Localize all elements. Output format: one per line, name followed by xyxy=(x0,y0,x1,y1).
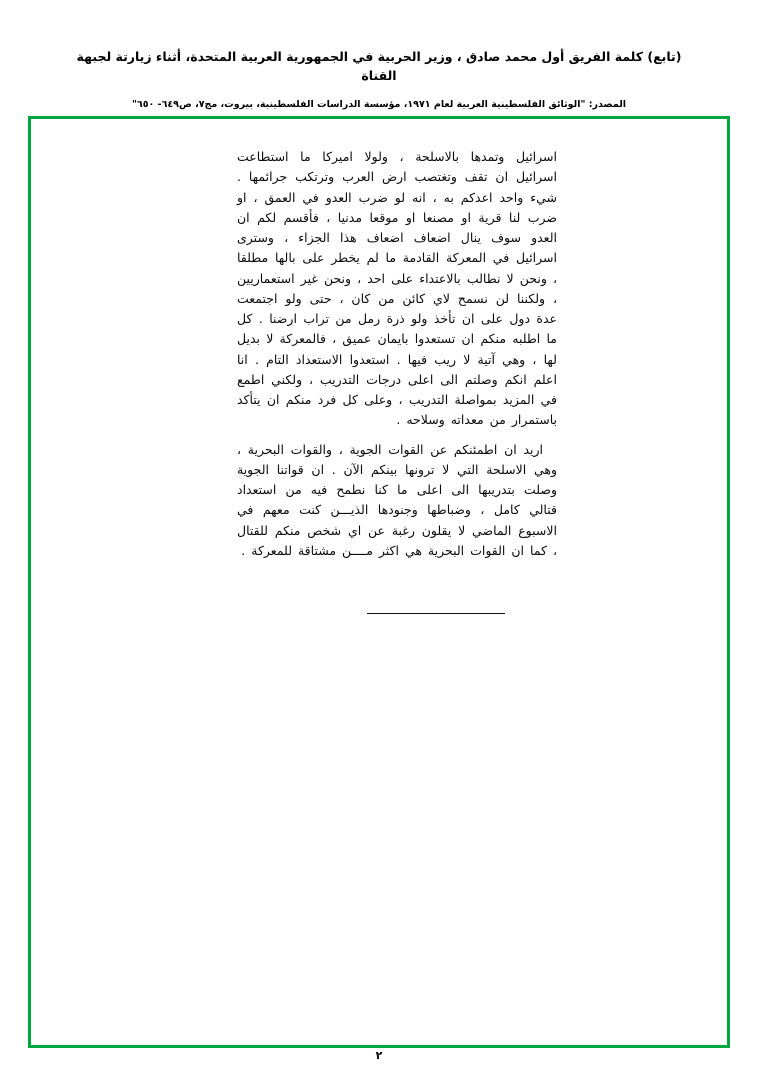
document-body xyxy=(237,147,557,561)
section-divider xyxy=(367,613,505,614)
paragraph-1: اسرائيل وتمدها بالاسلحة ، ولولا اميركا ما استطاعت اسرائيل ان تقف وتغتصب ارض العرب وترتكب جرائمها . شيء واحد اعدكم به ، انه لو ضرب العدو في العمق ، او ضرب لنا قرية او مصنعا او موقعا مدنيا ، فأقسم لكم ان العدو سوف ينال اضعاف اضعاف هذا الجزاء ، وسترى اسرائيل في المعركة القادمة ما لم يخطر على بالها مطلقا ، ونحن لا نطالب بالاعتداء على احد ، ونحن غير استعماريين ، ولكننا لن نسمح لاي كائن من كان ، حتى ولو اجتمعت عدة دول على ان تأخذ ولو ذرة رمل من تراب ارضنا . كل ما اطلبه منكم ان تستعدوا بايمان عميق ، فالمعركة لا بديل لها ، وهي آتية لا ريب فيها . استعدوا الاستعداد التام . انا اعلم انكم وصلتم الى اعلى درجات التدريب ، ولكني اطمع في المزيد بمواصلة التدريب ، وعلى كل فرد منكم ان يتأكد باستمرار من معداته وسلاحه . xyxy=(237,149,557,428)
page-number: ٢ xyxy=(375,1049,383,1062)
page-title: (تابع) كلمة الفريق أول محمد صادق ، وزير الحربية في الجمهورية العربية المتحدة، أثناء زيارتة لجبهة القناة xyxy=(76,49,682,83)
paragraph-2: اريد ان اطمئنكم عن القوات الجوية ، والقوات البحرية ، وهي الاسلحة التي لا ترونها بينكم الآن . ان قواتنا الجوية وصلت بتدريبها الى اعلى ما كنا نطمح فيه من استعداد قتالي كامل ، وضباطها وجنودها الذيـــن كنت معهم في الاسبوع الماضي لا يقلون رغبة عن اي شخص منكم للقتال ، كما ان القوات البحرية هي اكثر مــــن مشتاقة للمعركة . xyxy=(237,441,557,558)
source-citation: المصدر: "الوثائق الفلسطينية العربية لعام ١٩٧١، مؤسسة الدراسات الفلسطينية، بيروت، مج٧، ص٦٤٩- ٦٥٠" xyxy=(131,98,627,110)
document-header xyxy=(0,48,758,112)
content-frame xyxy=(28,116,730,1048)
